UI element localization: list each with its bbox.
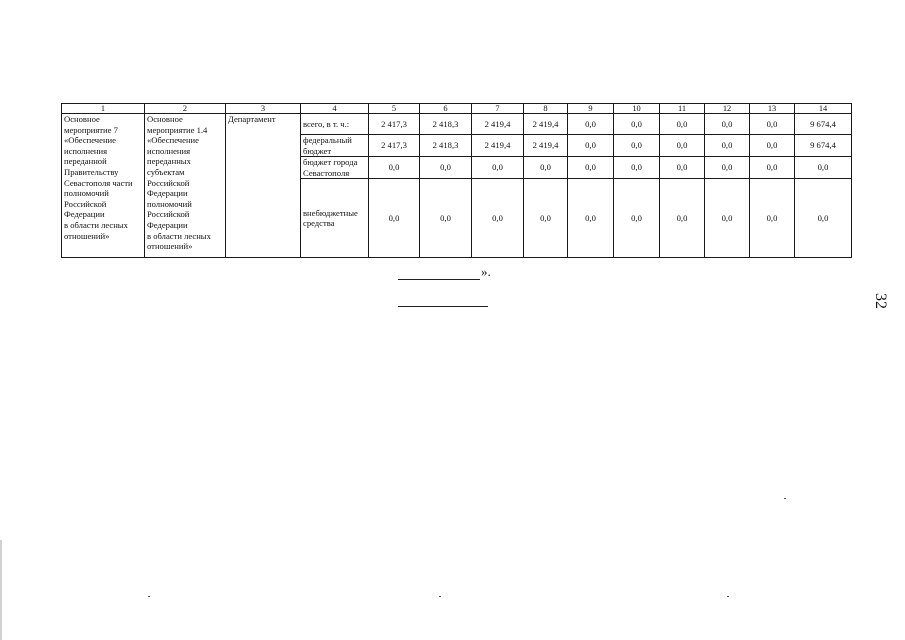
sub-event-name-cell: Основное мероприятие 1.4 «Обеспечение исполнения переданных субъектам Российской Федерации полномочий Российской Федерации в области лесных отношений» — [145, 114, 226, 258]
value-cell: 0,0 — [614, 135, 660, 157]
column-header-9: 9 — [568, 104, 614, 114]
value-cell: 0,0 — [750, 179, 795, 258]
value-cell: 0,0 — [614, 179, 660, 258]
value-cell: 0,0 — [750, 135, 795, 157]
value-cell: 0,0 — [660, 114, 705, 135]
value-cell: 0,0 — [568, 157, 614, 179]
value-cell: 0,0 — [660, 179, 705, 258]
value-cell: 0,0 — [750, 114, 795, 135]
page-number: 32 — [872, 293, 889, 309]
value-cell: 9 674,4 — [795, 114, 852, 135]
value-cell: 0,0 — [472, 179, 524, 258]
value-cell: 0,0 — [660, 135, 705, 157]
value-cell: 2 417,3 — [369, 135, 420, 157]
column-header-5: 5 — [369, 104, 420, 114]
value-cell: 0,0 — [614, 114, 660, 135]
value-cell: 2 419,4 — [524, 114, 568, 135]
scan-speck — [439, 596, 441, 597]
value-cell: 0,0 — [524, 157, 568, 179]
scan-speck — [784, 498, 786, 499]
closing-underline — [398, 265, 480, 280]
value-cell: 0,0 — [614, 157, 660, 179]
column-header-2: 2 — [145, 104, 226, 114]
scan-edge-mark — [0, 540, 2, 640]
value-cell: 0,0 — [568, 135, 614, 157]
value-cell: 0,0 — [705, 114, 750, 135]
scan-speck — [148, 596, 150, 597]
event-name-cell: Основное мероприятие 7 «Обеспечение исполнения переданной Правительству Севастополя части полномочий Российской Федерации в области лесных отношений» — [62, 114, 145, 258]
value-cell: 2 418,3 — [420, 135, 472, 157]
funding-source-cell: федеральный бюджет — [301, 135, 369, 157]
funding-source-cell: всего, в т. ч.: — [301, 114, 369, 135]
value-cell: 9 674,4 — [795, 135, 852, 157]
scan-speck — [727, 596, 729, 597]
table-row — [62, 114, 852, 135]
value-cell: 0,0 — [420, 179, 472, 258]
value-cell: 2 419,4 — [472, 114, 524, 135]
value-cell: 0,0 — [568, 114, 614, 135]
value-cell: 2 419,4 — [472, 135, 524, 157]
column-header-13: 13 — [750, 104, 795, 114]
value-cell: 0,0 — [705, 157, 750, 179]
value-cell: 0,0 — [524, 179, 568, 258]
value-cell: 0,0 — [795, 157, 852, 179]
column-header-1: 1 — [62, 104, 145, 114]
budget-table — [61, 103, 852, 258]
value-cell: 0,0 — [750, 157, 795, 179]
header-row — [62, 104, 852, 114]
column-header-11: 11 — [660, 104, 705, 114]
value-cell: 0,0 — [705, 135, 750, 157]
value-cell: 0,0 — [420, 157, 472, 179]
column-header-6: 6 — [420, 104, 472, 114]
column-header-8: 8 — [524, 104, 568, 114]
value-cell: 0,0 — [369, 179, 420, 258]
column-header-7: 7 — [472, 104, 524, 114]
value-cell: 0,0 — [472, 157, 524, 179]
value-cell: 0,0 — [795, 179, 852, 258]
value-cell: 2 418,3 — [420, 114, 472, 135]
value-cell: 0,0 — [705, 179, 750, 258]
closing-quote-mark: ». — [481, 264, 491, 279]
column-header-10: 10 — [614, 104, 660, 114]
column-header-12: 12 — [705, 104, 750, 114]
value-cell: 2 419,4 — [524, 135, 568, 157]
value-cell: 0,0 — [369, 157, 420, 179]
value-cell: 2 417,3 — [369, 114, 420, 135]
column-header-4: 4 — [301, 104, 369, 114]
funding-source-cell: внебюджетные средства — [301, 179, 369, 258]
value-cell: 0,0 — [568, 179, 614, 258]
column-header-14: 14 — [795, 104, 852, 114]
column-header-3: 3 — [226, 104, 301, 114]
value-cell: 0,0 — [660, 157, 705, 179]
separator-rule — [398, 306, 488, 307]
funding-source-cell: бюджет города Севастополя — [301, 157, 369, 179]
executor-cell: Департамент — [226, 114, 301, 258]
